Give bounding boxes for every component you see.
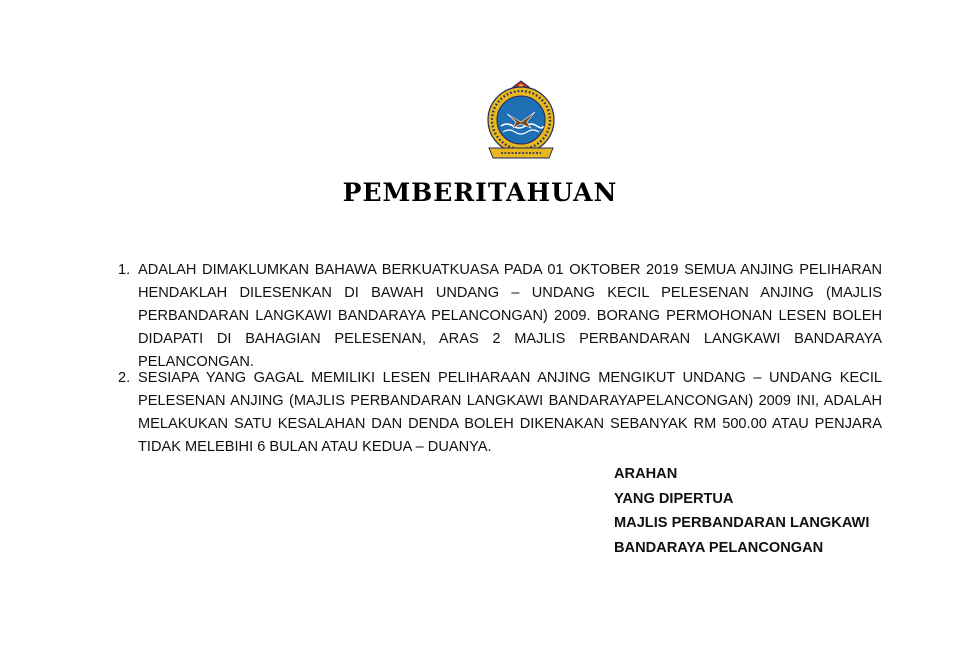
item-text: ADALAH DIMAKLUMKAN BAHAWA BERKUATKUASA PADA 01 OKTOBER 2019 SEMUA ANJING PELIHARAN HENDAKLAH DILESENKAN DI BAWAH UNDANG – UNDANG KECIL PELESENAN ANJING (MAJLIS PERBANDARAN LANGKAWI BANDARAYA PELANCONGAN) 2009. BORANG PERMOHONAN LESEN BOLEH DIDAPATI DI BAHAGIAN PELESENAN, ARAS 2 MAJLIS PERBANDARAN LANGKAWI BANDARAYA PELANCONGAN. xyxy=(138,262,882,370)
notice-title: PEMBERITAHUAN xyxy=(342,178,618,207)
signature-line-arahan: ARAHAN xyxy=(614,466,678,482)
signature-line-title: YANG DIPERTUA xyxy=(614,490,734,507)
notice-item xyxy=(118,367,882,459)
signature-block xyxy=(614,462,869,560)
item-number: 2. xyxy=(118,370,131,386)
signature-line-council: MAJLIS PERBANDARAN LANGKAWI xyxy=(614,515,870,531)
item-text: SESIAPA YANG GAGAL MEMILIKI LESEN PELIHARAAN ANJING MENGIKUT UNDANG – UNDANG KECIL PELESENAN ANJING (MAJLIS PERBANDARAN LANGKAWI BANDARAYAPELANCONGAN) 2009 INI, ADALAH MELAKUKAN SATU KESALAHAN DAN DENDA BOLEH DIKENAKAN SEBANYAK RM 500.00 ATAU PENJARA TIDAK MELEBIHI 6 BULAN ATAU KEDUA – DUANYA. xyxy=(138,370,882,455)
logo-emblem-icon xyxy=(479,78,563,168)
signature-line-city: BANDARAYA PELANCONGAN xyxy=(614,539,824,556)
municipal-council-logo xyxy=(479,78,563,168)
notice-item xyxy=(118,259,882,374)
item-number: 1. xyxy=(118,262,131,278)
